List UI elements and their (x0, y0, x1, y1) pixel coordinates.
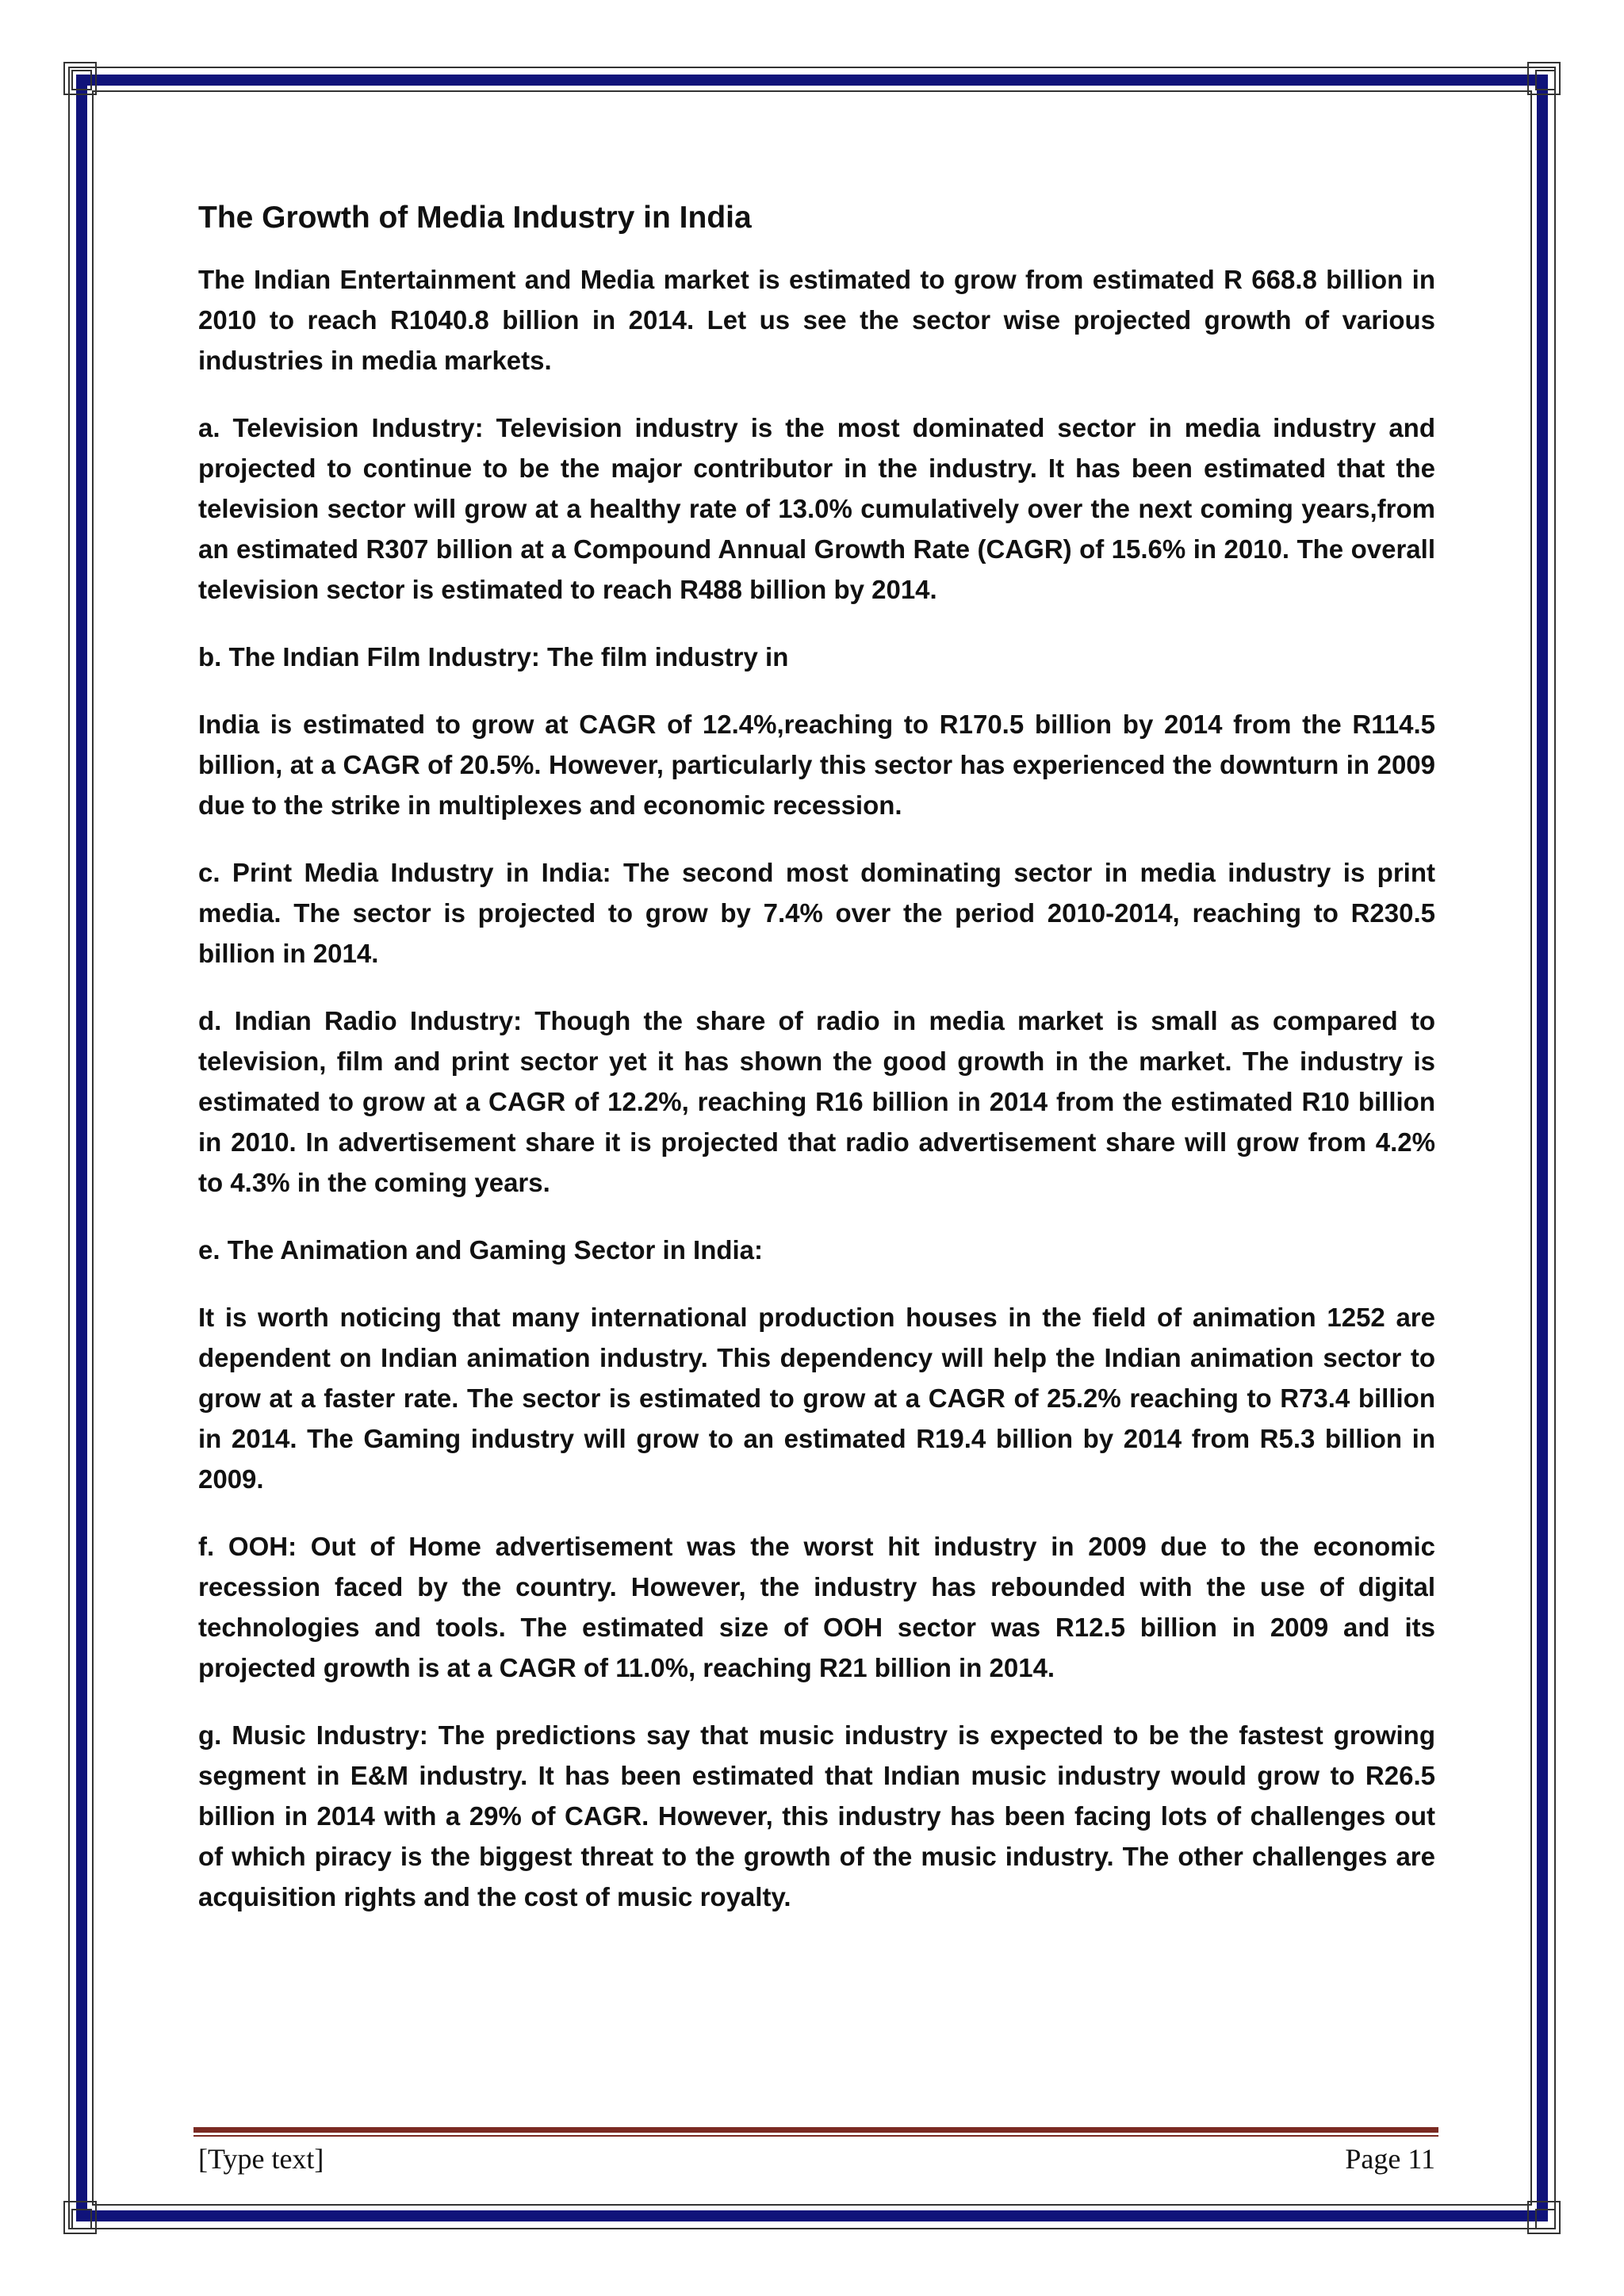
paragraph-film: India is estimated to grow at CAGR of 12.4%,reaching to R170.5 billion by 2014 from the R114.5 billion, at a CAGR of 20.5%. However, particularly this sector has experienced the downturn in 2009 due to the strike in multiplexes and economic recession. (198, 709, 1435, 820)
corner-ornament-top-right (1527, 62, 1561, 95)
corner-ornament-bottom-left (63, 2201, 97, 2234)
footer-rule (193, 2127, 1438, 2137)
footer-left-text: [Type text] (198, 2143, 324, 2175)
paragraph-film-heading: b. The Indian Film Industry: The film industry in (198, 641, 789, 672)
page-title: The Growth of Media Industry in India (198, 201, 752, 235)
paragraph-intro: The Indian Entertainment and Media market is estimated to grow from estimated R 668.8 billion in 2010 to reach R1040.8 billion in 2014. Let us see the sector wise projected growth of various industries in media markets. (198, 264, 1435, 375)
document-body (198, 198, 1435, 1944)
paragraph-television: a. Television Industry: Television industry is the most dominated sector in media industry and projected to continue to be the major contributor in the industry. It has been estimated that the television sector will grow at a healthy rate of 13.0% cumulatively over the next coming years,from an estimated R307 billion at a Compound Annual Growth Rate (CAGR) of 15.6% in 2010. The overall television sector is estimated to reach R488 billion by 2014. (198, 412, 1435, 604)
paragraph-animation: It is worth noticing that many international production houses in the field of animation 1252 are dependent on Indian animation industry. This dependency will help the Indian animation sector to grow at a faster rate. The sector is estimated to grow at a CAGR of 25.2% reaching to R73.4 billion in 2014. The Gaming industry will grow to an estimated R19.4 billion by 2014 from R5.3 billion in 2009. (198, 1302, 1435, 1494)
corner-ornament-bottom-right (1527, 2201, 1561, 2234)
corner-ornament-top-left (63, 62, 97, 95)
paragraph-animation-heading: e. The Animation and Gaming Sector in India: (198, 1234, 764, 1265)
paragraph-ooh: f. OOH: Out of Home advertisement was the worst hit industry in 2009 due to the economic recession faced by the country. However, the industry has rebounded with the use of digital technologies and tools. The estimated size of OOH sector was R12.5 billion in 2009 and its projected growth is at a CAGR of 11.0%, reaching R21 billion in 2014. (198, 1531, 1435, 1682)
paragraph-music: g. Music Industry: The predictions say that music industry is expected to be the fastest growing segment in E&M industry. It has been estimated that Indian music industry would grow to R26.5 billion in 2014 with a 29% of CAGR. However, this industry has been facing lots of challenges out of which piracy is the biggest threat to the growth of the music industry. The other challenges are acquisition rights and the cost of music royalty. (198, 1720, 1435, 1911)
page-number: Page 11 (1345, 2143, 1435, 2175)
paragraph-print: c. Print Media Industry in India: The second most dominating sector in media industry is print media. The sector is projected to grow by 7.4% over the period 2010-2014, reaching to R230.5 billion in 2014. (198, 857, 1435, 968)
paragraph-radio: d. Indian Radio Industry: Though the share of radio in media market is small as compared to television, film and print sector yet it has shown the good growth in the market. The industry is estimated to grow at a CAGR of 12.2%, reaching R16 billion in 2014 from the estimated R10 billion in 2010. In advertisement share it is projected that radio advertisement share will grow from 4.2% to 4.3% in the coming years. (198, 1005, 1435, 1197)
